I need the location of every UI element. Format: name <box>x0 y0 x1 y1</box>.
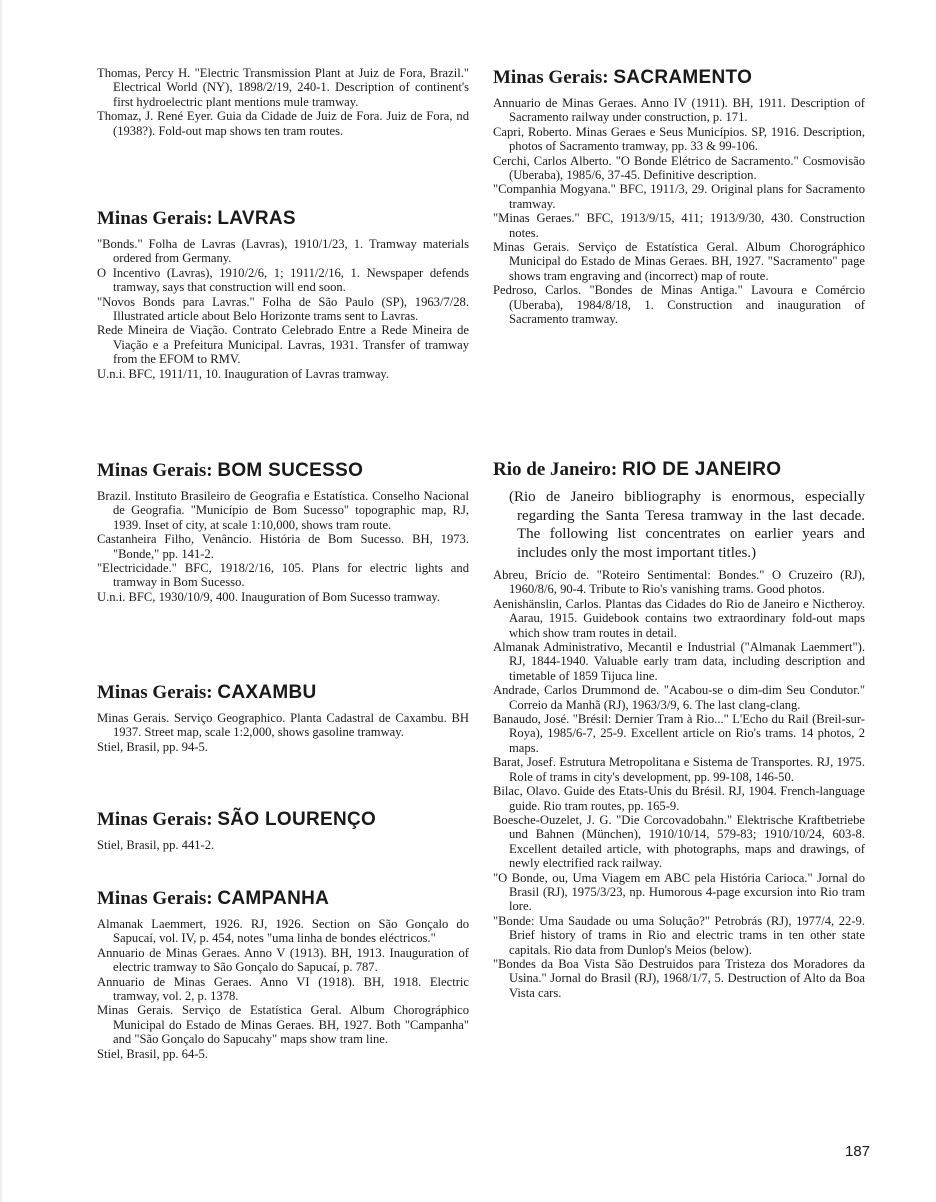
section-juiz-de-fora-continued <box>97 66 469 138</box>
section-heading <box>493 67 865 89</box>
section-caxambu <box>97 682 469 754</box>
bib-entry: Annuario de Minas Geraes. Anno V (1913). BH, 1913. Inauguration of electric tramway to São Gonçalo do Sapucaí, p. 787. <box>97 945 469 975</box>
section-intro-note: (Rio de Janeiro bibliography is enormous, especially regarding the Santa Teresa tramway in the last decade. The following list concentrates on earlier years and includes only the most important titles.) <box>509 489 865 561</box>
bib-entry: Brazil. Instituto Brasileiro de Geografia e Estatística. Conselho Nacional de Geografia. "Município de Bom Sucesso" topographic map, RJ, 1939. Inset of city, at scale 1:10,000, shows tram route. <box>97 489 469 532</box>
section-heading <box>97 809 469 831</box>
section-heading <box>493 459 865 481</box>
heading-place: CAMPANHA <box>217 888 330 909</box>
heading-region: Minas Gerais: <box>97 208 213 229</box>
bib-entry: Stiel, Brasil, pp. 64-5. <box>97 1046 208 1061</box>
bib-entry: Almanak Administrativo, Mecantil e Industrial ("Almanak Laemmert"). RJ, 1844-1940. Valuable early tram data, including description and timetable of 1859 Tijuca line. <box>493 640 865 683</box>
heading-region: Minas Gerais: <box>97 809 213 830</box>
bib-entry: Rede Mineira de Viação. Contrato Celebrado Entre a Rede Mineira de Viação e a Prefeitura Municipal. Lavras, 1931. Transfer of tramway from the EFOM to RMV. <box>97 323 469 367</box>
bib-entry: "O Bonde, ou, Uma Viagem em ABC pela História Carioca." Jornal do Brasil (RJ), 1975/3/23, np. Humorous 4-page excursion into Rio tram lore. <box>493 870 865 914</box>
section-sao-lourenco <box>97 809 469 852</box>
heading-region: Minas Gerais: <box>97 888 213 909</box>
bib-entry: Minas Gerais. Serviço de Estatística Geral. Album Chorográphico Municipal do Estado de Minas Geraes. BH, 1927. "Sacramento" page shows tram engraving and (incorrect) map of route. <box>493 240 865 283</box>
section-heading <box>97 208 469 230</box>
bib-entry: Banaudo, José. "Brésil: Dernier Tram à Rio..." L'Echo du Rail (Breil-sur-Roya), 1985/6-7, 25-9. Excellent article on Rio's trams. 14 photos, 2 maps. <box>493 712 865 755</box>
heading-place: SACRAMENTO <box>613 67 753 88</box>
heading-place: CAXAMBU <box>217 682 317 703</box>
heading-region: Rio de Janeiro: <box>493 459 618 480</box>
bib-entry: Annuario de Minas Geraes. Anno IV (1911). BH, 1911. Description of Sacramento railway under construction, p. 171. <box>493 96 865 125</box>
bib-entry: Barat, Josef. Estrutura Metropolitana e Sistema de Transportes. RJ, 1975. Role of trams in city's development, pp. 99-108, 146-50. <box>493 755 865 784</box>
heading-place: BOM SUCESSO <box>217 460 364 481</box>
section-bom-sucesso <box>97 460 469 604</box>
bib-entry: "Bonde: Uma Saudade ou uma Solução?" Petrobrás (RJ), 1977/4, 22-9. Brief history of trams in Rio and electric trams in ten other state capitals. Rio data from Dunlop's Meios (below). <box>493 913 865 957</box>
bib-entry: Minas Gerais. Serviço Geographico. Planta Cadastral de Caxambu. BH 1937. Street map, scale 1:2,000, shows gasoline tramway. <box>97 711 469 740</box>
heading-place: LAVRAS <box>217 208 296 229</box>
bib-entry: "Companhia Mogyana." BFC, 1911/3, 29. Original plans for Sacramento tramway. <box>493 182 865 211</box>
bib-entry: Almanak Laemmert, 1926. RJ, 1926. Section on São Gonçalo do Sapucaí, vol. IV, p. 454, notes "uma linha de bondes eléctricos." <box>97 917 469 946</box>
bib-entry: Stiel, Brasil, pp. 94-5. <box>97 739 208 754</box>
bib-entry: U.n.i. BFC, 1930/10/9, 400. Inauguration of Bom Sucesso tramway. <box>97 589 441 604</box>
heading-region: Minas Gerais: <box>97 460 213 481</box>
bib-entry: Andrade, Carlos Drummond de. "Acabou-se o dim-dim Seu Condutor." Correio da Manhã (RJ), 1963/3/9, 6. The last clang-clang. <box>493 683 865 712</box>
bib-entry: Cerchi, Carlos Alberto. "O Bonde Elétrico de Sacramento." Cosmovisão (Uberaba), 1985/6, 37-45. Definitive description. <box>493 153 865 183</box>
bib-entry: Boesche-Ouzelet, J. G. "Die Corcovadobahn." Elektrische Kraftbetriebe und Bahnen (München), 1910/10/14, 579-83; 1910/10/24, 603-8. Excellent detailed article, with photographs, maps and drawings, of newly electrified rack railway. <box>493 812 865 871</box>
heading-place: SÃO LOURENÇO <box>217 809 377 830</box>
bib-entry: Thomaz, J. René Eyer. Guia da Cidade de Juiz de Fora. Juiz de Fora, nd (1938?). Fold-out map shows ten tram routes. <box>97 109 469 138</box>
bib-entry: Castanheira Filho, Venâncio. História de Bom Sucesso. BH, 1973. "Bonde," pp. 141-2. <box>97 532 469 561</box>
bib-entry: Abreu, Brício de. "Roteiro Sentimental: Bondes." O Cruzeiro (RJ), 1960/8/6, 90-4. Tribute to Rio's vanishing trams. Good photos. <box>493 568 865 597</box>
bib-entry: Minas Gerais. Serviço de Estatística Geral. Album Chorográphico Municipal do Estado de Minas Geraes. BH, 1927. Both "Campanha" and "São Gonçalo do Sapucahy" maps show tram line. <box>97 1003 469 1047</box>
section-heading <box>97 460 469 482</box>
section-sacramento <box>493 67 865 327</box>
section-lavras <box>97 208 469 381</box>
bib-entry: O Incentivo (Lavras), 1910/2/6, 1; 1911/2/16, 1. Newspaper defends tramway, says that construction will end soon. <box>97 265 469 295</box>
bib-entry: "Novos Bonds para Lavras." Folha de São Paulo (SP), 1963/7/28. Illustrated article about Belo Horizonte trams sent to Lavras. <box>97 294 469 324</box>
section-campanha <box>97 888 469 1061</box>
bib-entry: "Minas Geraes." BFC, 1913/9/15, 411; 1913/9/30, 430. Construction notes. <box>493 211 865 240</box>
bib-entry: Annuario de Minas Geraes. Anno VI (1918). BH, 1918. Electric tramway, vol. 2, p. 1378. <box>97 974 469 1004</box>
bib-entry: Thomas, Percy H. "Electric Transmission Plant at Juiz de Fora, Brazil." Electrical World (NY), 1898/2/19, 240-1. Description of continent's first hydroelectric plant mentions mule tramway. <box>97 66 469 109</box>
bib-entry: Bilac, Olavo. Guide des Etats-Unis du Brésil. RJ, 1904. French-language guide. Rio tram routes, pp. 165-9. <box>493 784 865 813</box>
bib-entry: "Electricidade." BFC, 1918/2/16, 105. Plans for electric lights and tramway in Bom Sucesso. <box>97 561 469 590</box>
heading-region: Minas Gerais: <box>493 67 609 88</box>
bib-entry: "Bondes da Boa Vista São Destruidos para Tristeza dos Moradores da Usina." Jornal do Brasil (RJ), 1968/1/7, 5. Destruction of Alto da Boa Vista cars. <box>493 956 865 1000</box>
bib-entry: Aenishänslin, Carlos. Plantas das Cidades do Rio de Janeiro e Nictheroy. Aarau, 1915. Guidebook contains two extraordinary fold-out maps which show tram routes in detail. <box>493 596 865 640</box>
bib-entry: Pedroso, Carlos. "Bondes de Minas Antiga." Lavoura e Comércio (Uberaba), 1984/8/18, 1. Construction and inauguration of Sacramento tramway. <box>493 283 865 327</box>
section-rio-de-janeiro <box>493 459 865 1000</box>
bib-entry: Stiel, Brasil, pp. 441-2. <box>97 838 215 852</box>
section-heading <box>97 682 469 704</box>
page-number: 187 <box>845 1143 871 1160</box>
heading-place: RIO DE JANEIRO <box>621 459 782 480</box>
heading-region: Minas Gerais: <box>97 682 213 703</box>
bib-entry: "Bonds." Folha de Lavras (Lavras), 1910/1/23, 1. Tramway materials ordered from Germany. <box>97 237 469 266</box>
bib-entry: U.n.i. BFC, 1911/11, 10. Inauguration of Lavras tramway. <box>97 366 390 381</box>
bib-entry: Capri, Roberto. Minas Geraes e Seus Municípios. SP, 1916. Description, photos of Sacramento tramway, pp. 33 & 99-106. <box>493 124 865 154</box>
page-binding-edge <box>0 0 3 1202</box>
section-heading <box>97 888 469 910</box>
